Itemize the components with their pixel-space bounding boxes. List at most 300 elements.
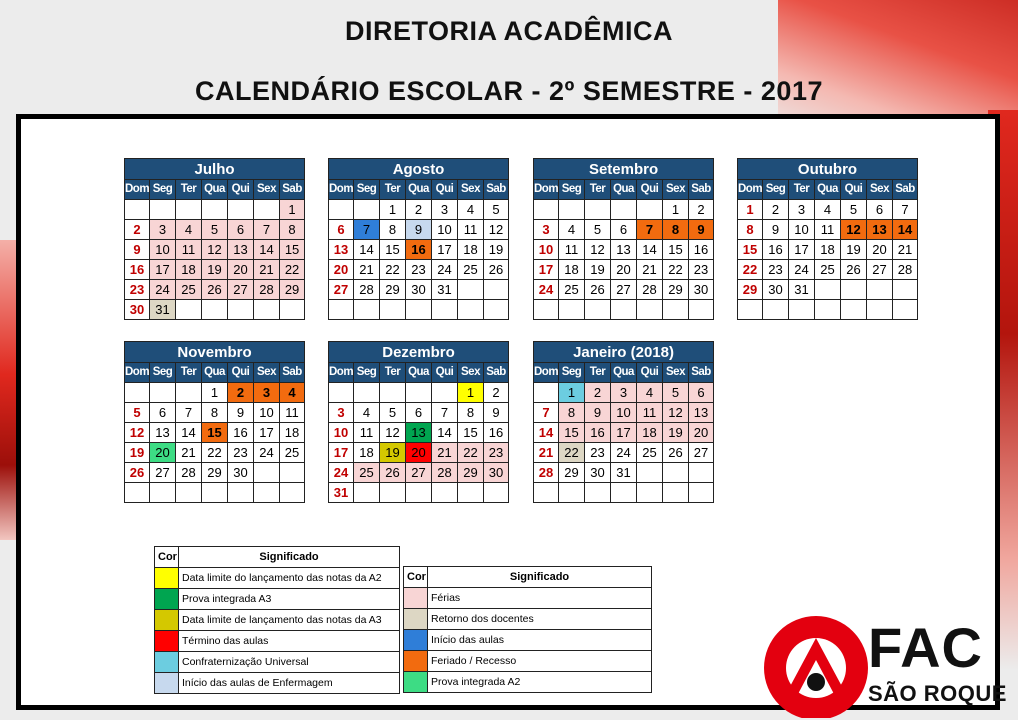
day-cell: 12	[380, 423, 406, 443]
day-cell: 15	[663, 240, 689, 260]
day-cell: 16	[689, 240, 714, 260]
day-cell: 9	[484, 403, 509, 423]
day-cell: 18	[354, 443, 380, 463]
empty-cell	[125, 483, 150, 503]
day-cell: 26	[125, 463, 150, 483]
day-cell: 30	[406, 280, 432, 300]
empty-cell	[815, 300, 841, 320]
day-cell: 14	[354, 240, 380, 260]
day-cell: 11	[176, 240, 202, 260]
day-cell: 31	[432, 280, 458, 300]
legend-color-swatch	[155, 631, 179, 652]
day-cell: 11	[559, 240, 585, 260]
day-cell: 13	[611, 240, 637, 260]
day-cell: 12	[125, 423, 150, 443]
day-cell: 6	[611, 220, 637, 240]
empty-cell	[689, 483, 714, 503]
legend-label: Feriado / Recesso	[428, 651, 652, 672]
weekday-header: Sex	[254, 180, 280, 200]
month-calendar	[533, 158, 714, 320]
weekday-header: Qui	[841, 180, 867, 200]
day-cell: 4	[458, 200, 484, 220]
day-cell: 23	[763, 260, 789, 280]
empty-cell	[329, 383, 354, 403]
day-cell: 23	[125, 280, 150, 300]
day-cell: 26	[202, 280, 228, 300]
day-cell: 16	[125, 260, 150, 280]
day-cell: 8	[738, 220, 763, 240]
day-cell: 14	[254, 240, 280, 260]
day-cell: 3	[611, 383, 637, 403]
empty-cell	[329, 200, 354, 220]
month-name: Novembro	[125, 342, 305, 363]
legend-label: Data limite do lançamento das notas da A2	[179, 568, 400, 589]
weekday-header: Seg	[763, 180, 789, 200]
day-cell: 8	[663, 220, 689, 240]
day-cell: 13	[329, 240, 354, 260]
weekday-header: Seg	[559, 180, 585, 200]
empty-cell	[202, 483, 228, 503]
day-cell: 29	[663, 280, 689, 300]
empty-cell	[432, 483, 458, 503]
empty-cell	[458, 280, 484, 300]
day-cell: 22	[380, 260, 406, 280]
empty-cell	[380, 383, 406, 403]
weekday-header: Qua	[611, 363, 637, 383]
day-cell: 1	[280, 200, 305, 220]
weekday-header: Sab	[893, 180, 918, 200]
day-cell: 2	[228, 383, 254, 403]
day-cell: 26	[484, 260, 509, 280]
empty-cell	[841, 280, 867, 300]
empty-cell	[689, 463, 714, 483]
empty-cell	[534, 300, 559, 320]
day-cell: 25	[458, 260, 484, 280]
day-cell: 3	[329, 403, 354, 423]
empty-cell	[125, 383, 150, 403]
weekday-header: Qua	[406, 363, 432, 383]
day-cell: 26	[380, 463, 406, 483]
day-cell: 18	[176, 260, 202, 280]
day-cell: 9	[125, 240, 150, 260]
day-cell: 7	[176, 403, 202, 423]
empty-cell	[534, 483, 559, 503]
legend-color-swatch	[404, 651, 428, 672]
weekday-header: Dom	[329, 180, 354, 200]
legend-left	[154, 546, 400, 694]
empty-cell	[150, 200, 176, 220]
day-cell: 12	[663, 403, 689, 423]
empty-cell	[254, 483, 280, 503]
day-cell: 14	[176, 423, 202, 443]
day-cell: 21	[354, 260, 380, 280]
day-cell: 18	[637, 423, 663, 443]
weekday-header: Qua	[611, 180, 637, 200]
day-cell: 31	[611, 463, 637, 483]
weekday-header: Ter	[585, 363, 611, 383]
day-cell: 29	[458, 463, 484, 483]
day-cell: 22	[559, 443, 585, 463]
day-cell: 7	[254, 220, 280, 240]
weekday-header: Sab	[484, 363, 509, 383]
day-cell: 17	[254, 423, 280, 443]
legend-row	[155, 610, 400, 631]
day-cell: 5	[125, 403, 150, 423]
weekday-header: Sex	[663, 180, 689, 200]
logo-name: FAC	[868, 616, 983, 679]
legend-row	[155, 652, 400, 673]
day-cell: 9	[689, 220, 714, 240]
empty-cell	[663, 300, 689, 320]
legend-row	[404, 672, 652, 693]
day-cell: 31	[150, 300, 176, 320]
empty-cell	[406, 483, 432, 503]
day-cell: 25	[176, 280, 202, 300]
weekday-header: Dom	[534, 180, 559, 200]
empty-cell	[559, 300, 585, 320]
weekday-header: Sex	[458, 180, 484, 200]
weekday-header: Qua	[406, 180, 432, 200]
weekday-header: Qui	[228, 180, 254, 200]
day-cell: 16	[585, 423, 611, 443]
day-cell: 22	[458, 443, 484, 463]
legend-label: Retorno dos docentes	[428, 609, 652, 630]
day-cell: 5	[380, 403, 406, 423]
day-cell: 11	[458, 220, 484, 240]
day-cell: 29	[280, 280, 305, 300]
day-cell: 11	[280, 403, 305, 423]
empty-cell	[458, 300, 484, 320]
weekday-header: Dom	[534, 363, 559, 383]
day-cell: 10	[534, 240, 559, 260]
weekday-header: Ter	[585, 180, 611, 200]
legend-header-cor: Cor	[404, 567, 428, 588]
empty-cell	[380, 300, 406, 320]
day-cell: 10	[150, 240, 176, 260]
day-cell: 29	[738, 280, 763, 300]
day-cell: 2	[689, 200, 714, 220]
day-cell: 6	[867, 200, 893, 220]
legend-color-swatch	[404, 672, 428, 693]
day-cell: 20	[689, 423, 714, 443]
legend-label: Confraternização Universal	[179, 652, 400, 673]
day-cell: 8	[559, 403, 585, 423]
legend-header-cor: Cor	[155, 547, 179, 568]
weekday-header: Seg	[150, 180, 176, 200]
legend-row	[155, 631, 400, 652]
day-cell: 30	[689, 280, 714, 300]
day-cell: 4	[637, 383, 663, 403]
day-cell: 24	[789, 260, 815, 280]
day-cell: 26	[841, 260, 867, 280]
empty-cell	[867, 280, 893, 300]
legend-color-swatch	[155, 673, 179, 694]
day-cell: 15	[202, 423, 228, 443]
day-cell: 7	[637, 220, 663, 240]
day-cell: 8	[202, 403, 228, 423]
day-cell: 7	[432, 403, 458, 423]
day-cell: 24	[432, 260, 458, 280]
day-cell: 5	[202, 220, 228, 240]
empty-cell	[637, 200, 663, 220]
day-cell: 17	[534, 260, 559, 280]
day-cell: 27	[228, 280, 254, 300]
empty-cell	[559, 200, 585, 220]
empty-cell	[432, 383, 458, 403]
empty-cell	[176, 200, 202, 220]
day-cell: 20	[611, 260, 637, 280]
day-cell: 22	[738, 260, 763, 280]
month-calendar	[328, 341, 509, 503]
day-cell: 20	[150, 443, 176, 463]
weekday-header: Seg	[150, 363, 176, 383]
day-cell: 23	[228, 443, 254, 463]
day-cell: 19	[202, 260, 228, 280]
day-cell: 13	[867, 220, 893, 240]
day-cell: 27	[867, 260, 893, 280]
day-cell: 14	[637, 240, 663, 260]
empty-cell	[150, 383, 176, 403]
day-cell: 10	[329, 423, 354, 443]
weekday-header: Sex	[458, 363, 484, 383]
month-calendar	[124, 158, 305, 320]
day-cell: 30	[484, 463, 509, 483]
day-cell: 30	[228, 463, 254, 483]
day-cell: 6	[329, 220, 354, 240]
day-cell: 1	[738, 200, 763, 220]
day-cell: 6	[406, 403, 432, 423]
day-cell: 24	[254, 443, 280, 463]
day-cell: 17	[611, 423, 637, 443]
day-cell: 8	[380, 220, 406, 240]
empty-cell	[611, 300, 637, 320]
day-cell: 23	[484, 443, 509, 463]
day-cell: 4	[176, 220, 202, 240]
day-cell: 21	[432, 443, 458, 463]
day-cell: 16	[228, 423, 254, 443]
day-cell: 26	[585, 280, 611, 300]
empty-cell	[484, 280, 509, 300]
weekday-header: Sex	[867, 180, 893, 200]
day-cell: 2	[406, 200, 432, 220]
day-cell: 2	[585, 383, 611, 403]
weekday-header: Qui	[637, 180, 663, 200]
empty-cell	[763, 300, 789, 320]
weekday-header: Seg	[354, 180, 380, 200]
weekday-header: Seg	[354, 363, 380, 383]
legend-row	[404, 651, 652, 672]
day-cell: 27	[150, 463, 176, 483]
day-cell: 6	[689, 383, 714, 403]
day-cell: 17	[329, 443, 354, 463]
weekday-header: Qui	[432, 180, 458, 200]
legend-color-swatch	[155, 610, 179, 631]
day-cell: 19	[484, 240, 509, 260]
empty-cell	[585, 300, 611, 320]
empty-cell	[176, 483, 202, 503]
weekday-header: Qua	[202, 363, 228, 383]
day-cell: 21	[254, 260, 280, 280]
legend-color-swatch	[155, 589, 179, 610]
empty-cell	[176, 383, 202, 403]
empty-cell	[254, 300, 280, 320]
empty-cell	[354, 200, 380, 220]
day-cell: 6	[228, 220, 254, 240]
month-name: Outubro	[738, 159, 918, 180]
day-cell: 9	[406, 220, 432, 240]
empty-cell	[280, 463, 305, 483]
page-title: DIRETORIA ACADÊMICA	[344, 16, 673, 46]
day-cell: 10	[789, 220, 815, 240]
day-cell: 29	[559, 463, 585, 483]
day-cell: 20	[406, 443, 432, 463]
day-cell: 16	[763, 240, 789, 260]
legend-label: Férias	[428, 588, 652, 609]
day-cell: 15	[380, 240, 406, 260]
day-cell: 23	[585, 443, 611, 463]
day-cell: 3	[150, 220, 176, 240]
day-cell: 30	[125, 300, 150, 320]
empty-cell	[228, 483, 254, 503]
day-cell: 4	[354, 403, 380, 423]
day-cell: 6	[150, 403, 176, 423]
day-cell: 15	[738, 240, 763, 260]
legend-row	[155, 568, 400, 589]
empty-cell	[789, 300, 815, 320]
day-cell: 25	[559, 280, 585, 300]
day-cell: 16	[484, 423, 509, 443]
day-cell: 22	[280, 260, 305, 280]
empty-cell	[354, 383, 380, 403]
empty-cell	[585, 200, 611, 220]
month-calendar	[328, 158, 509, 320]
day-cell: 14	[893, 220, 918, 240]
weekday-header: Ter	[789, 180, 815, 200]
day-cell: 8	[280, 220, 305, 240]
legend-label: Prova integrada A2	[428, 672, 652, 693]
day-cell: 28	[534, 463, 559, 483]
empty-cell	[841, 300, 867, 320]
day-cell: 19	[663, 423, 689, 443]
day-cell: 27	[329, 280, 354, 300]
weekday-header: Dom	[329, 363, 354, 383]
empty-cell	[738, 300, 763, 320]
weekday-header: Qui	[637, 363, 663, 383]
weekday-header: Dom	[125, 363, 150, 383]
day-cell: 28	[637, 280, 663, 300]
day-cell: 2	[484, 383, 509, 403]
empty-cell	[354, 483, 380, 503]
day-cell: 15	[458, 423, 484, 443]
empty-cell	[815, 280, 841, 300]
day-cell: 12	[484, 220, 509, 240]
day-cell: 19	[125, 443, 150, 463]
day-cell: 21	[637, 260, 663, 280]
empty-cell	[534, 383, 559, 403]
day-cell: 10	[611, 403, 637, 423]
empty-cell	[637, 300, 663, 320]
empty-cell	[585, 483, 611, 503]
day-cell: 28	[893, 260, 918, 280]
day-cell: 18	[559, 260, 585, 280]
day-cell: 27	[689, 443, 714, 463]
day-cell: 28	[254, 280, 280, 300]
empty-cell	[663, 483, 689, 503]
day-cell: 1	[559, 383, 585, 403]
empty-cell	[406, 300, 432, 320]
day-cell: 10	[254, 403, 280, 423]
day-cell: 1	[380, 200, 406, 220]
day-cell: 9	[228, 403, 254, 423]
page-subtitle: CALENDÁRIO ESCOLAR - 2º SEMESTRE - 2017	[195, 76, 823, 106]
weekday-header: Sex	[254, 363, 280, 383]
day-cell: 5	[841, 200, 867, 220]
legend-row	[404, 609, 652, 630]
empty-cell	[534, 200, 559, 220]
day-cell: 5	[585, 220, 611, 240]
day-cell: 13	[150, 423, 176, 443]
month-calendar	[737, 158, 918, 320]
day-cell: 27	[611, 280, 637, 300]
empty-cell	[280, 483, 305, 503]
day-cell: 3	[534, 220, 559, 240]
empty-cell	[484, 300, 509, 320]
day-cell: 12	[202, 240, 228, 260]
weekday-header: Qua	[815, 180, 841, 200]
day-cell: 16	[406, 240, 432, 260]
month-name: Setembro	[534, 159, 714, 180]
day-cell: 4	[815, 200, 841, 220]
empty-cell	[611, 200, 637, 220]
day-cell: 24	[150, 280, 176, 300]
month-name: Dezembro	[329, 342, 509, 363]
day-cell: 24	[534, 280, 559, 300]
day-cell: 3	[254, 383, 280, 403]
legend-header-significado: Significado	[179, 547, 400, 568]
month-name: Julho	[125, 159, 305, 180]
legend-color-swatch	[404, 630, 428, 651]
weekday-header: Qui	[432, 363, 458, 383]
legend-color-swatch	[404, 609, 428, 630]
day-cell: 9	[763, 220, 789, 240]
day-cell: 28	[176, 463, 202, 483]
empty-cell	[637, 463, 663, 483]
weekday-header: Sab	[689, 363, 714, 383]
day-cell: 4	[280, 383, 305, 403]
weekday-header: Dom	[125, 180, 150, 200]
empty-cell	[202, 300, 228, 320]
day-cell: 30	[585, 463, 611, 483]
empty-cell	[484, 483, 509, 503]
day-cell: 17	[150, 260, 176, 280]
legend-row	[155, 673, 400, 694]
day-cell: 7	[893, 200, 918, 220]
legend-label: Data limite de lançamento das notas da A3	[179, 610, 400, 631]
day-cell: 10	[432, 220, 458, 240]
day-cell: 13	[228, 240, 254, 260]
empty-cell	[354, 300, 380, 320]
day-cell: 19	[585, 260, 611, 280]
day-cell: 12	[841, 220, 867, 240]
day-cell: 23	[689, 260, 714, 280]
day-cell: 27	[406, 463, 432, 483]
empty-cell	[611, 483, 637, 503]
day-cell: 31	[329, 483, 354, 503]
day-cell: 20	[329, 260, 354, 280]
legend-label: Início das aulas de Enfermagem	[179, 673, 400, 694]
day-cell: 21	[893, 240, 918, 260]
day-cell: 25	[637, 443, 663, 463]
